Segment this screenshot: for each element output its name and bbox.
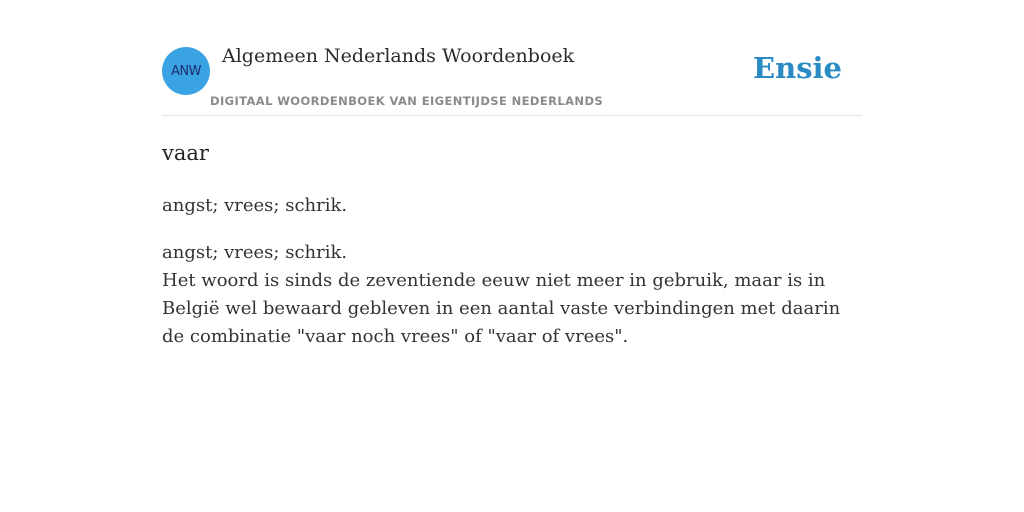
entry-summary: angst; vrees; schrik. [162, 195, 348, 216]
anw-logo[interactable]: ANW [162, 47, 210, 95]
entry-headword: vaar [162, 141, 209, 165]
source-subtitle: DIGITAAL WOORDENBOEK VAN EIGENTIJDSE NEDERLANDS [210, 94, 604, 108]
source-header [162, 0, 862, 116]
definition-body: Het woord is sinds de zeventiende eeuw niet meer in gebruik, maar is in België wel bewaard gebleven in een aantal vaste verbindingen met daarin de combinatie "vaar noch vrees" of "vaar of vrees". [162, 270, 841, 347]
content-container [162, 0, 862, 347]
source-title[interactable]: Algemeen Nederlands Woordenboek [222, 45, 575, 67]
definition-lead: angst; vrees; schrik. [162, 242, 348, 263]
ensie-brand-link[interactable]: Ensie [753, 51, 842, 85]
entry-definition [162, 239, 862, 351]
